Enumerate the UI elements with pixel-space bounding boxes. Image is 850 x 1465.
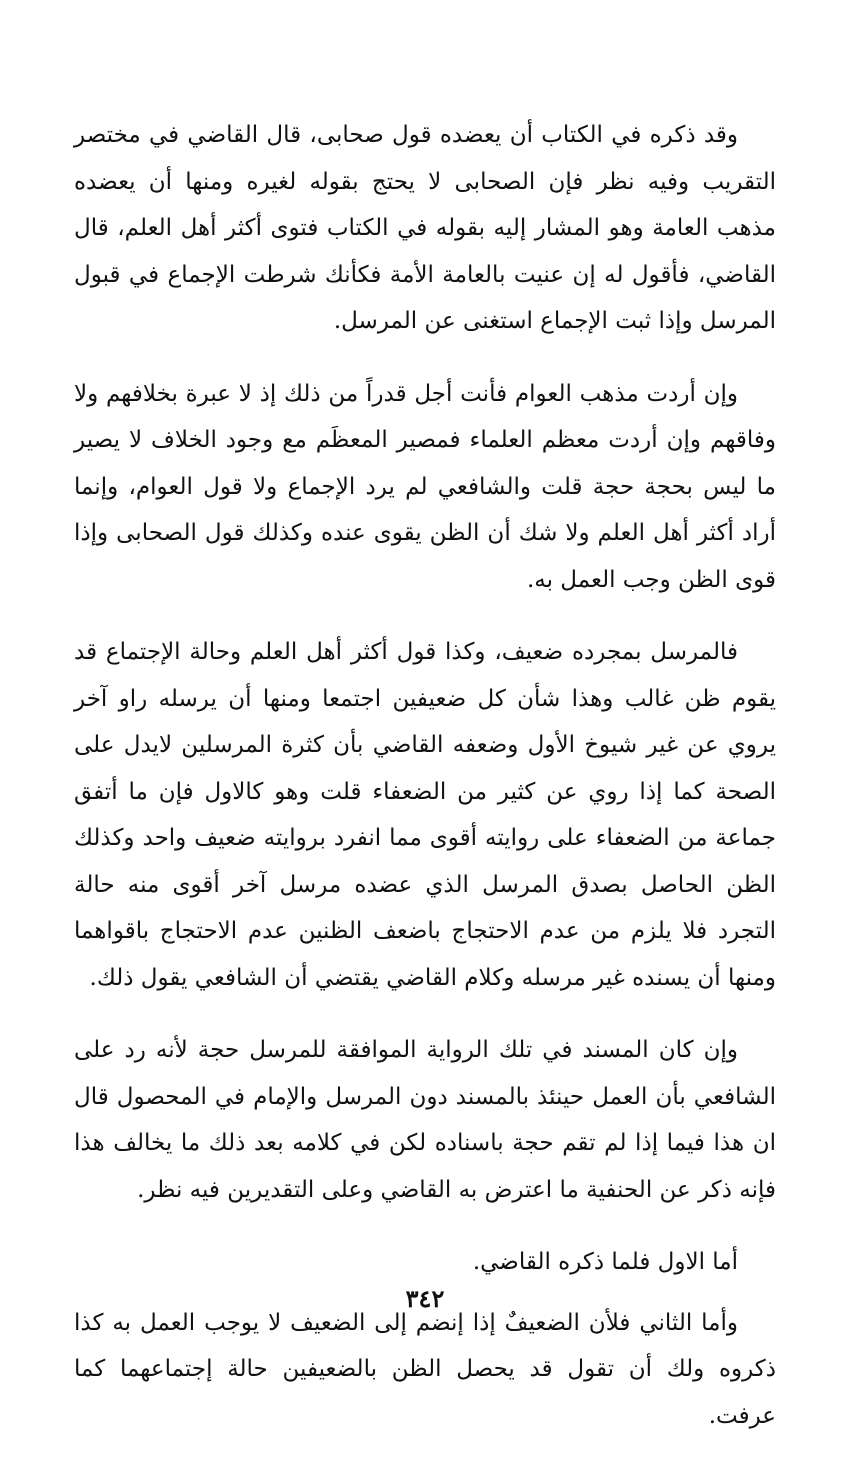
page-body <box>74 112 776 1465</box>
paragraph-1: وقد ذكره في الكتاب أن يعضده قول صحابى، قال القاضي في مختصر التقريب وفيه نظر فإن الصحابى لا يحتج بقوله لغيره ومنها أن يعضده مذهب العامة وهو المشار إليه بقوله في الكتاب فتوى أكثر أهل العلم، قال القاضي، فأقول له إن عنيت بالعامة الأمة فكأنك شرطت الإجماع في قبول المرسل وإذا ثبت الإجماع استغنى عن المرسل. <box>74 122 776 334</box>
page-number: ٣٤٢ <box>405 1284 445 1313</box>
paragraph-5: أما الاول فلما ذكره القاضي. <box>472 1249 738 1275</box>
paragraph-3: فالمرسل بمجرده ضعيف، وكذا قول أكثر أهل العلم وحالة الإجتماع قد يقوم ظن غالب وهذا شأن كل ضعيفين اجتمعا ومنها أن يرسله راو آخر يروي عن غير شيوخ الأول وضعفه القاضي بأن كثرة المرسلين لايدل على الصحة كما إذا روي عن كثير من الضعفاء قلت وهو كالاول فإن ما أتفق جماعة من الضعفاء على روايته أقوى مما انفرد بروايته ضعيف واحد وكذلك الظن الحاصل بصدق المرسل الذي عضده مرسل آخر أقوى منه حالة التجرد فلا يلزم من عدم الاحتجاج باضعف الظنين عدم الاحتجاج باقواهما ومنها أن يسنده غير مرسله وكلام القاضي يقتضي أن الشافعي يقول ذلك. <box>74 639 776 991</box>
paragraph-6: وأما الثاني فلأن الضعيفٌ إذا إنضم إلى الضعيف لا يوجب العمل به كذا ذكروه ولك أن تقول قد يحصل الظن بالضعيفين حالة إجتماعهما كما عرفت. <box>74 1309 776 1429</box>
paragraph-2: وإن أردت مذهب العوام فأنت أجل قدراً من ذلك إذ لا عبرة بخلافهم ولا وفاقهم وإن أردت معظم العلماء فمصير المعظَم مع وجود الخلاف لا يصير ما ليس بحجة حجة قلت والشافعي لم يرد الإجماع ولا قول العوام، وإنما أراد أكثر أهل العلم ولا شك أن الظن يقوى عنده وكذلك قول الصحابى وإذا قوى الظن وجب العمل به. <box>74 380 776 593</box>
paragraph-4: وإن كان المسند في تلك الرواية الموافقة للمرسل حجة لأنه رد على الشافعي بأن العمل حينئذ بالمسند دون المرسل والإمام في المحصول قال ان هذا فيما إذا لم تقم حجة باسناده لكن في كلامه بعد ذلك ما يخالف هذا فإنه ذكر عن الحنفية ما اعترض به القاضي وعلى التقديرين فيه نظر. <box>74 1037 776 1203</box>
